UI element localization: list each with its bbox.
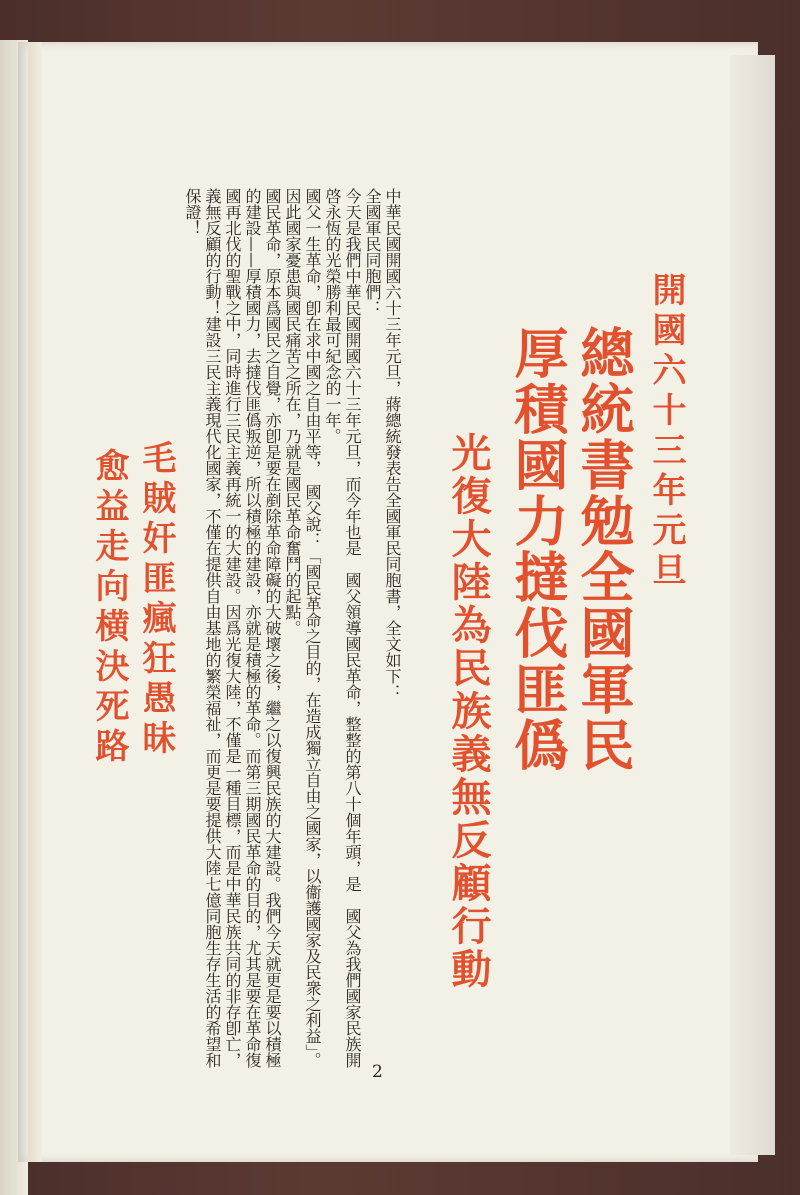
article-salutation: 全國軍民同胞們： <box>363 188 382 316</box>
slogan-line-1: 毛賊奸匪瘋狂愚昧 <box>136 440 176 760</box>
binding-tape <box>28 42 42 1162</box>
subheadline: 光復大陸為民族義無反顧行動 <box>445 432 492 991</box>
article-body <box>182 188 402 1068</box>
article-paragraph-1: 今天是我們中華民國開國六十三年元旦，而今年也是 國父領導國民革命，整整的第八十個年頭，是 國父為我們國家民族開啓永恆的光榮勝利最可紀念的一年。 <box>323 188 362 1068</box>
page-number: 2 <box>372 1062 383 1082</box>
article-intro: 中華民國開國六十三年元旦，蔣總統發表告全國軍民同胞書，全文如下： <box>383 188 402 700</box>
back-page-edge <box>730 55 775 1155</box>
slogan-line-2: 愈益走向横決死路 <box>89 448 129 768</box>
headline-line-1: 總統書勉全國軍民 <box>572 325 636 773</box>
headline-line-2: 厚積國力撻伐匪僞 <box>506 325 570 773</box>
date-heading: 開國六十三年元旦 <box>646 272 686 592</box>
article-paragraph-3: 國民革命，原本爲國民之自覺，亦卽是要在剷除革命障礙的大破壞之後，繼之以復興民族的大建設。我們今天就更是要以積極的建設——厚積國力，去撻伐匪僞叛逆，所以積極的建設，亦就是積極的革命。而第三期國民革命的目的，尤其是要在革命復國再北伐的聖戰之中，同時進行三民主義再統一的大建設。因爲光復大陸，不僅是一種目標，而是中華民族共同的非存卽亡，義無反顧的行動！建設三民主義現代化國家，不僅在提供自由基地的繁榮福祉，而更是要提供大陸七億同胞生存生活的希望和保證！ <box>183 188 282 1068</box>
article-paragraph-2: 國父一生革命，卽在求中國之自由平等， 國父說：「國民革命之目的，在造成獨立自由之國家，以衞護國家及民衆之利益」。因此國家憂患與國民痛苦之所在，乃就是國民革命奮鬥的起點。 <box>283 188 322 1068</box>
